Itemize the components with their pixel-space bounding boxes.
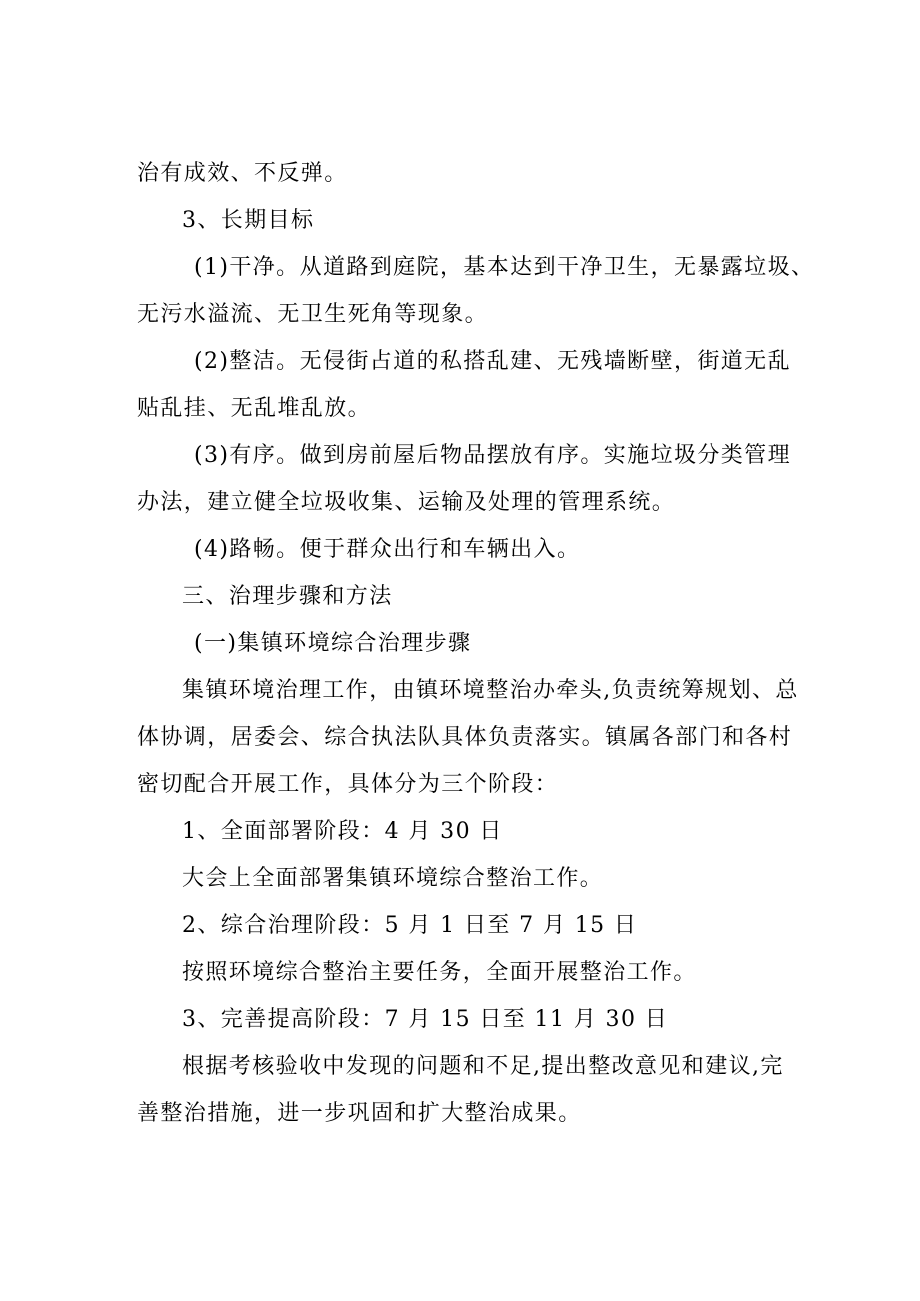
list-item-tidy: (2)整洁。无侵街占道的私搭乱建、无残墙断壁，街道无乱 — [194, 349, 791, 374]
phase-3-description-continued: 善整治措施，进一步巩固和扩大整治成果。 — [137, 1101, 582, 1126]
text-line: 办法，建立健全垃圾收集、运输及处理的管理系统。 — [137, 490, 676, 515]
list-item-orderly: (3)有序。做到房前屋后物品摆放有序。实施垃圾分类管理 — [194, 443, 791, 468]
phase-2-heading: 2、综合治理阶段：5 月 1 日至 7 月 15 日 — [182, 913, 638, 938]
subsection-heading-town-governance-steps: (一)集镇环境综合治理步骤 — [194, 631, 472, 656]
phase-3-heading: 3、完善提高阶段：7 月 15 日至 11 月 30 日 — [182, 1007, 669, 1032]
paragraph-line: 密切配合开展工作，具体分为三个阶段： — [137, 772, 559, 797]
phase-1-description: 大会上全面部署集镇环境综合整治工作。 — [182, 866, 604, 891]
text-line-continuation: 治有成效、不反弹。 — [137, 161, 348, 186]
text-line: 贴乱挂、无乱堆乱放。 — [137, 396, 372, 421]
phase-3-description: 根据考核验收中发现的问题和不足,提出整改意见和建议,完 — [182, 1054, 784, 1079]
phase-2-description: 按照环境综合整治主要任务，全面开展整治工作。 — [182, 960, 697, 985]
paragraph-line: 体协调，居委会、综合执法队具体负责落实。镇属各部门和各村 — [137, 725, 793, 750]
text-line: 无污水溢流、无卫生死角等现象。 — [137, 302, 489, 327]
list-item-clean: (1)干净。从道路到庭院，基本达到干净卫生，无暴露垃圾、 — [194, 255, 815, 280]
subheading-long-term-goals: 3、长期目标 — [182, 208, 315, 233]
list-item-clear-roads: (4)路畅。便于群众出行和车辆出入。 — [194, 537, 581, 562]
phase-1-heading: 1、全面部署阶段：4 月 30 日 — [182, 819, 503, 844]
paragraph-line: 集镇环境治理工作，由镇环境整治办牵头,负责统筹规划、总 — [182, 678, 799, 703]
section-heading-steps-and-methods: 三、治理步骤和方法 — [182, 584, 393, 609]
